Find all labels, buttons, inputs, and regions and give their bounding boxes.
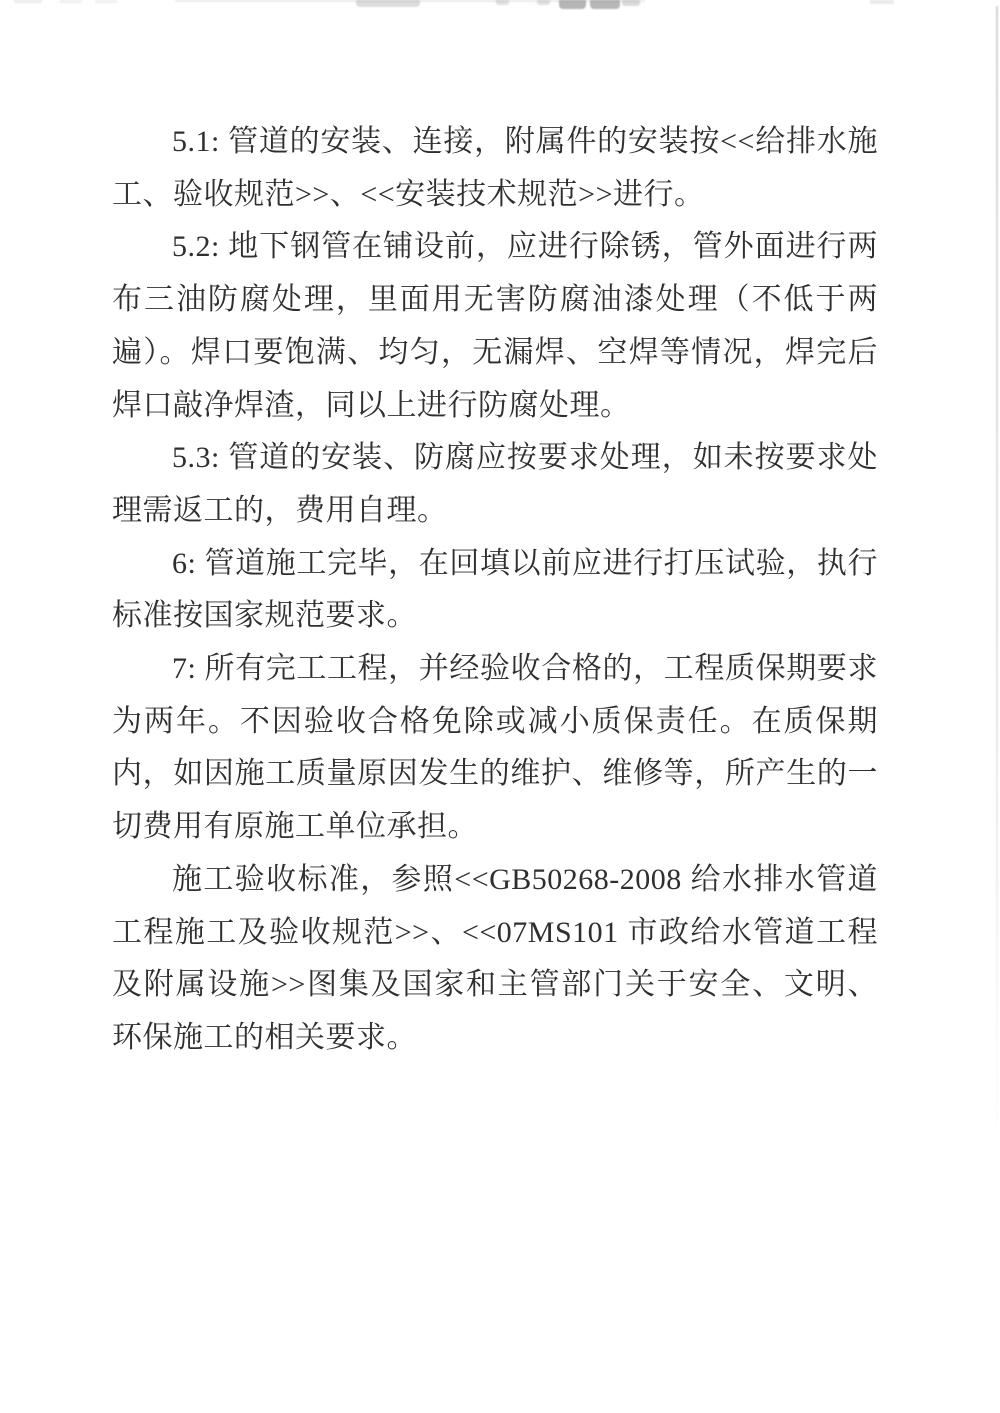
paragraph-clause-5-1: 5.1: 管道的安装、连接，附属件的安装按<<给排水施工、验收规范>>、<<安装技术规范>>进行。 <box>112 125 878 211</box>
scan-artifact-smudge <box>356 0 420 7</box>
scan-artifact-smudge <box>870 0 894 4</box>
scan-artifact-smudge <box>559 0 586 9</box>
paragraph-clause-5-3: 5.3: 管道的安装、防腐应按要求处理，如未按要求处理需返工的，费用自理。 <box>112 441 878 527</box>
paragraph-acceptance-standard: 施工验收标准，参照<<GB50268-2008 给水排水管道工程施工及验收规范>>、<<07MS101 市政给水管道工程及附属设施>>图集及国家和主管部门关于安全、文明、环保施工的相关要求。 <box>112 862 878 1054</box>
scan-artifact-smudge <box>496 0 509 5</box>
scan-artifact-edge-line <box>996 6 998 1156</box>
scan-artifact-smudge <box>590 0 620 9</box>
scan-artifact-smudge <box>60 0 82 3</box>
paragraph-clause-5-2: 5.2: 地下钢管在铺设前，应进行除锈，管外面进行两布三油防腐处理，里面用无害防腐油漆处理（不低于两遍）。焊口要饱满、均匀，无漏焊、空焊等情况，焊完后焊口敲净焊渣，同以上进行防腐处理。 <box>112 230 878 422</box>
scan-artifact-smudge <box>95 0 117 3</box>
scan-artifact-smudge <box>622 0 640 6</box>
paragraph-clause-7: 7: 所有完工工程，并经验收合格的，工程质保期要求为两年。不因验收合格免除或减小质保责任。在质保期内，如因施工质量原因发生的维护、维修等，所产生的一切费用有原施工单位承担。 <box>112 652 878 844</box>
scan-artifact-smudge <box>14 0 42 3</box>
document-text-block <box>112 116 878 1065</box>
scan-artifact-smudge <box>537 0 550 5</box>
paragraph-clause-6: 6: 管道施工完毕，在回填以前应进行打压试验，执行标准按国家规范要求。 <box>112 546 878 633</box>
scan-artifact-hairline <box>175 0 645 2</box>
